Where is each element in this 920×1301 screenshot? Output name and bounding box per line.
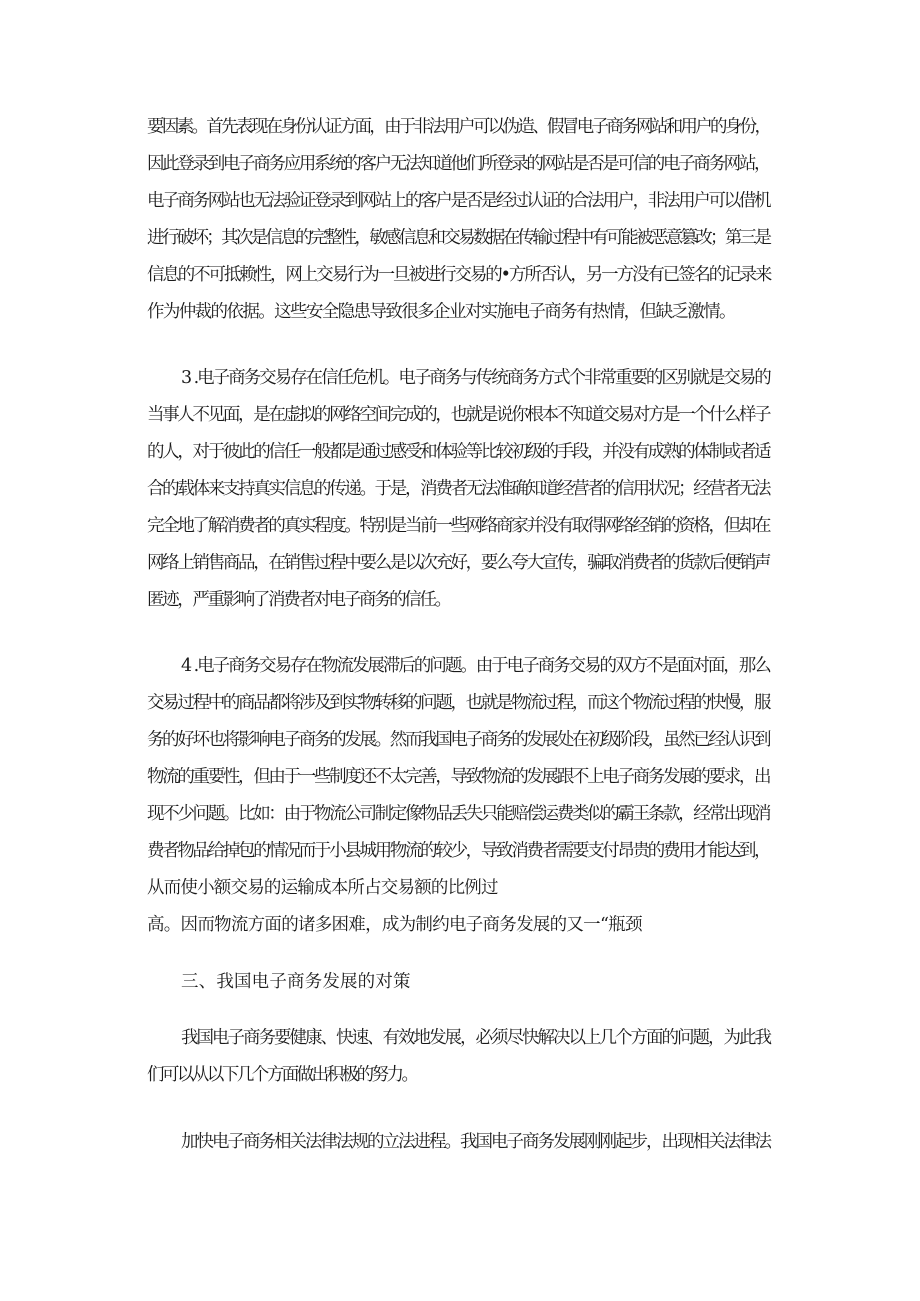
text-line: 信息的不可抵赖性，网上交易行为一旦被进行交易的•方所否认，另一方没有已签名的记录来 [147,265,771,285]
text-line: 进行破坏；其次是信息的完整性，敏感信息和交易数据在传输过程中有可能被恶意篡改；第三是 [147,228,770,248]
section-heading: 三、我国电子商务发展的对策 [181,972,411,992]
text-line: 电子商务网站也无法验证登录到网站上的客户是否是经过认证的合法用户，非法用户可以借机 [147,191,770,211]
text-line: 从而使小额交易的运输成本所占交易额的比例过 [147,878,498,898]
text-line: 们可以从以下几个方面做出积极的努力。 [147,1065,417,1085]
text-line: 合的载体来支持真实信息的传递。于是，消费者无法准确知道经营者的信用状况；经营者无法 [147,479,770,499]
text-line: 匿迹，严重影响了消费者对电子商务的信任。 [147,590,450,610]
text-line: 完全地了解消费者的真实程度。特别是当前一些网络商家并没有取得网络经销的资格，但却在 [147,516,770,536]
text-line: 因此登录到电子商务应用系统的客户无法知道他们所登录的网站是否是可信的电子商务网站， [147,154,770,174]
text-line: 当事人不见面，是在虚拟的网络空间完成的，也就是说你根本不知道交易对方是一个什么样子 [147,405,770,425]
text-line: 费者物品给掉包的情况而于小县城用物流的较少，导致消费者需要支付昂贵的费用才能达到， [147,841,770,861]
text-line: 3 .电子商务交易存在信任危机。电子商务与传统商务方式个非常重要的区别就是交易的 [181,368,770,388]
text-line: 物流的重要性，但由于一些制度还不太完善，导致物流的发展跟不上电子商务发展的要求，出 [147,767,770,787]
text-line: 务的好坏也将影响电子商务的发展。然而我国电子商务的发展处在初级阶段，虽然已经认识到 [147,730,770,750]
text-line: 现不少问题。比如：由于物流公司制定像物品丢失只能赔偿运费类似的霸王条款，经常出现消 [147,804,770,824]
text-line: 4 .电子商务交易存在物流发展滞后的问题。由于电子商务交易的双方不是面对面，那么 [181,656,770,676]
text-line: 作为仲裁的依据。这些安全隐患导致很多企业对实施电子商务有热情，但缺乏激情。 [147,302,735,322]
text-line: 的人，对于彼此的信任一般都是通过感受和体验等比较初级的手段，并没有成熟的体制或者适 [147,442,770,462]
text-line: 我国电子商务要健康、快速、有效地发展，必须尽快解决以上几个方面的问题，为此我 [181,1028,770,1048]
text-line: 交易过程中的商品都将涉及到实物转移的问题，也就是物流过程，而这个物流过程的快慢，服 [147,693,770,713]
text-line: 网络上销售商品，在销售过程中要么是以次充好，要么夸大宣传，骗取消费者的货款后便销声 [147,553,770,573]
text-line: 加快电子商务相关法律法规的立法进程。我国电子商务发展刚刚起步，出现相关法律法 [181,1132,770,1152]
text-line: 高。因而物流方面的诸多困难，成为制约电子商务发展的又一“瓶颈 [147,915,642,935]
text-line: 要因素。首先表现在身份认证方面，由于非法用户可以伪造、假冒电子商务网站和用户的身份， [147,117,770,137]
